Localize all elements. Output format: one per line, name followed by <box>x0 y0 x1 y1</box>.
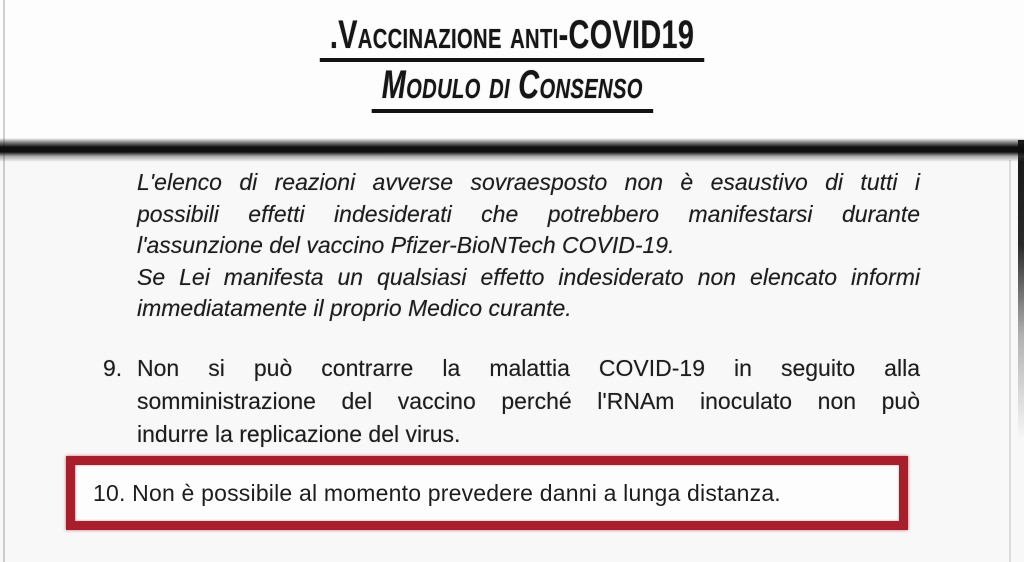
list-item-9-text <box>137 352 920 451</box>
adverse-reactions-paragraphs <box>137 167 920 325</box>
document-title-line2: Modulo di Consenso <box>371 64 652 113</box>
page-edge-right-line <box>1009 160 1011 562</box>
document-title-line1: .Vaccinazione anti-COVID19 <box>320 14 705 62</box>
list-item-9-number: 9. <box>103 355 123 381</box>
item-10-highlight-box <box>66 456 908 530</box>
page-right-shadow <box>1018 140 1024 440</box>
paragraph1-line2: possibili effetti indesiderati che potrebbero manifestarsi durante <box>137 200 920 227</box>
item9-line3: indurre la replicazione del virus. <box>137 421 461 447</box>
item9-line2: somministrazione del vaccino perché l'RNAm inoculato non può <box>137 388 920 414</box>
list-item-9 <box>103 352 920 451</box>
paragraph1-line3: l'assunzione del vaccino Pfizer-BioNTech COVID-19. <box>137 232 675 258</box>
list-item-10-text: 10. Non è possibile al momento prevedere danni a lunga distanza. <box>93 479 781 506</box>
header-divider-band <box>0 138 1024 162</box>
paragraph2-line1: Se Lei manifesta un qualsiasi effetto indesiderato non elencato informi <box>137 263 920 290</box>
paragraph2-line2: immediatamente il proprio Medico curante. <box>137 295 572 321</box>
document-header <box>0 14 1024 113</box>
item9-line1: Non si può contrarre la malattia COVID-19 in seguito alla <box>137 355 920 381</box>
paragraph1-line1: L'elenco di reazioni avverse sovraesposto non è esaustivo di tutti i <box>137 169 920 195</box>
